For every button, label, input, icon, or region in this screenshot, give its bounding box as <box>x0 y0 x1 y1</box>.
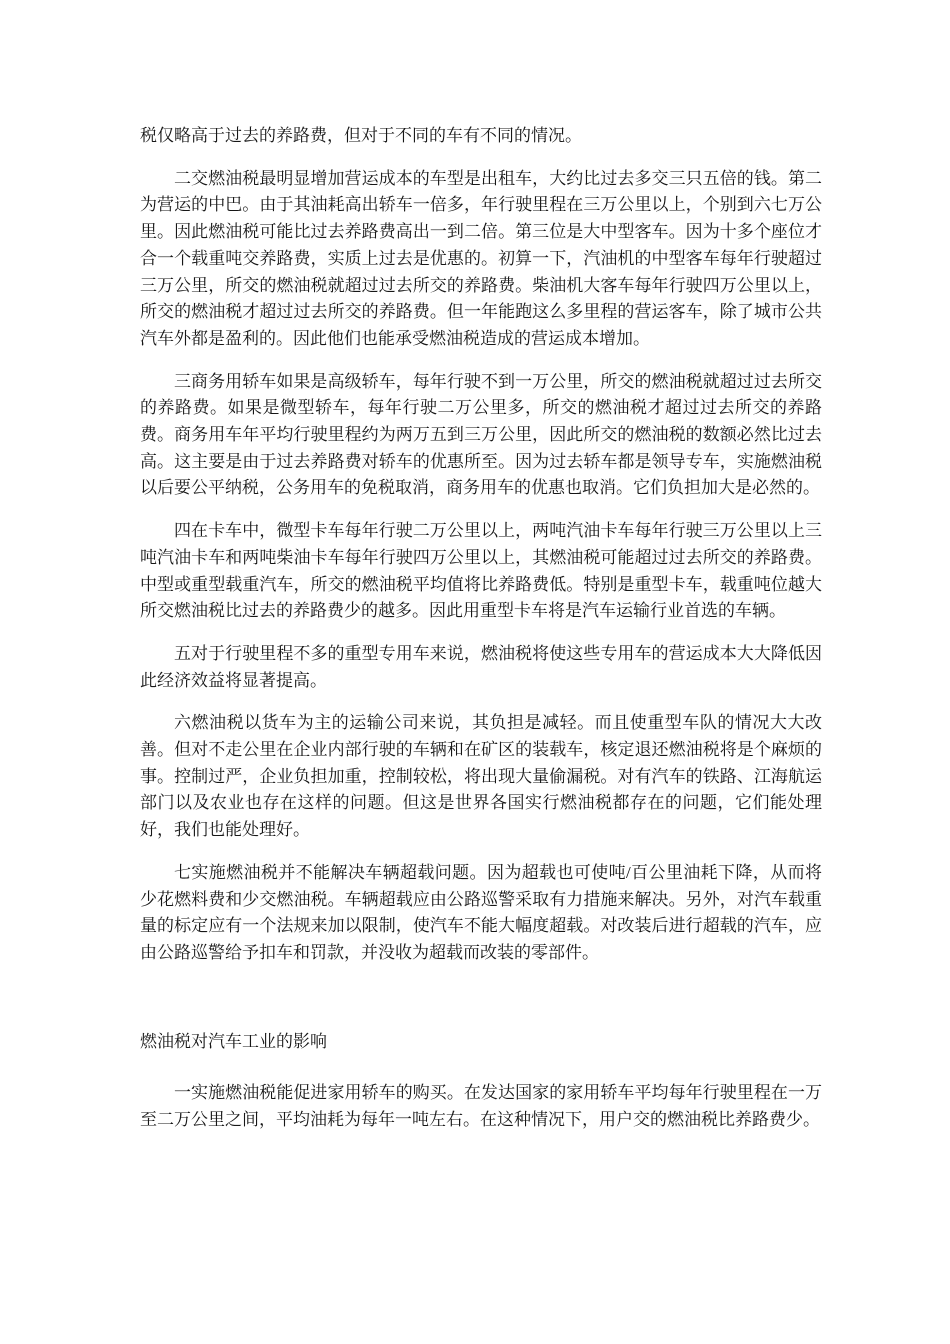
paragraph-4-trucks: 四在卡车中，微型卡车每年行驶二万公里以上，两吨汽油卡车每年行驶三万公里以上三吨汽油卡车和两吨柴油卡车每年行驶四万公里以上，其燃油税可能超过过去所交的养路费。中型或重型载重汽车，所交的燃油税平均值将比养路费低。特别是重型卡车，载重吨位越大所交燃油税比过去的养路费少的越多。因此用重型卡车将是汽车运输行业首选的车辆。 <box>140 521 822 621</box>
paragraph-7-overloading: 七实施燃油税并不能解决车辆超载问题。因为超载也可使吨/百公里油耗下降，从而将少花燃料费和少交燃油税。车辆超载应由公路巡警采取有力措施来解决。另外，对汽车载重量的标定应有一个法规来加以限制，使汽车不能大幅度超载。对改装后进行超载的汽车，应由公路巡警给予扣车和罚款，并没收为超载而改装的零部件。 <box>140 862 822 962</box>
document-text-block <box>140 123 822 1134</box>
paragraph-2-taxi-operating-cost: 二交燃油税最明显增加营运成本的车型是出租车，大约比过去多交三只五倍的钱。第二为营运的中巴。由于其油耗高出轿车一倍多，年行驶里程在三万公里以上，个别到六七万公里。因此燃油税可能比过去养路费高出一到二倍。第三位是大中型客车。因为十多个座位才合一个载重吨交养路费，实质上过去是优惠的。初算一下，汽油机的中型客车每年行驶超过三万公里，所交的燃油税就超过过去所交的养路费。柴油机大客车每年行驶四万公里以上，所交的燃油税才超过过去所交的养路费。但一年能跑这么多里程的营运客车，除了城市公共汽车外都是盈利的。因此他们也能承受燃油税造成的营运成本增加。 <box>140 168 822 348</box>
paragraph-5-special-vehicles: 五对于行驶里程不多的重型专用车来说，燃油税将使这些专用车的营运成本大大降低因此经济效益将显著提高。 <box>140 643 822 690</box>
paragraph-8-family-cars: 一实施燃油税能促进家用轿车的购买。在发达国家的家用轿车平均每年行驶里程在一万至二万公里之间，平均油耗为每年一吨左右。在这种情况下，用户交的燃油税比养路费少。 <box>140 1083 822 1130</box>
section-heading: 燃油税对汽车工业的影响 <box>140 1031 327 1051</box>
paragraph-3-business-sedans: 三商务用轿车如果是高级轿车，每年行驶不到一万公里，所交的燃油税就超过过去所交的养路费。如果是微型轿车，每年行驶二万公里多，所交的燃油税才超过过去所交的养路费。商务用车年平均行驶里程约为两万五到三万公里，因此所交的燃油税的数额必然比过去高。这主要是由于过去养路费对轿车的优惠所至。因为过去轿车都是领导专车，实施燃油税以后要公平纳税，公务用车的免税取消，商务用车的优惠也取消。它们负担加大是必然的。 <box>140 371 822 498</box>
paragraph-6-freight-companies: 六燃油税以货车为主的运输公司来说，其负担是减轻。而且使重型车队的情况大大改善。但对不走公里在企业内部行驶的车辆和在矿区的装载车，核定退还燃油税将是个麻烦的事。控制过严，企业负担加重，控制较松，将出现大量偷漏税。对有汽车的铁路、江海航运部门以及农业也存在这样的问题。但这是世界各国实行燃油税都存在的问题，它们能处理好，我们也能处理好。 <box>140 713 822 840</box>
paragraph-continuation: 税仅略高于过去的养路费，但对于不同的车有不同的情况。 <box>140 126 582 145</box>
